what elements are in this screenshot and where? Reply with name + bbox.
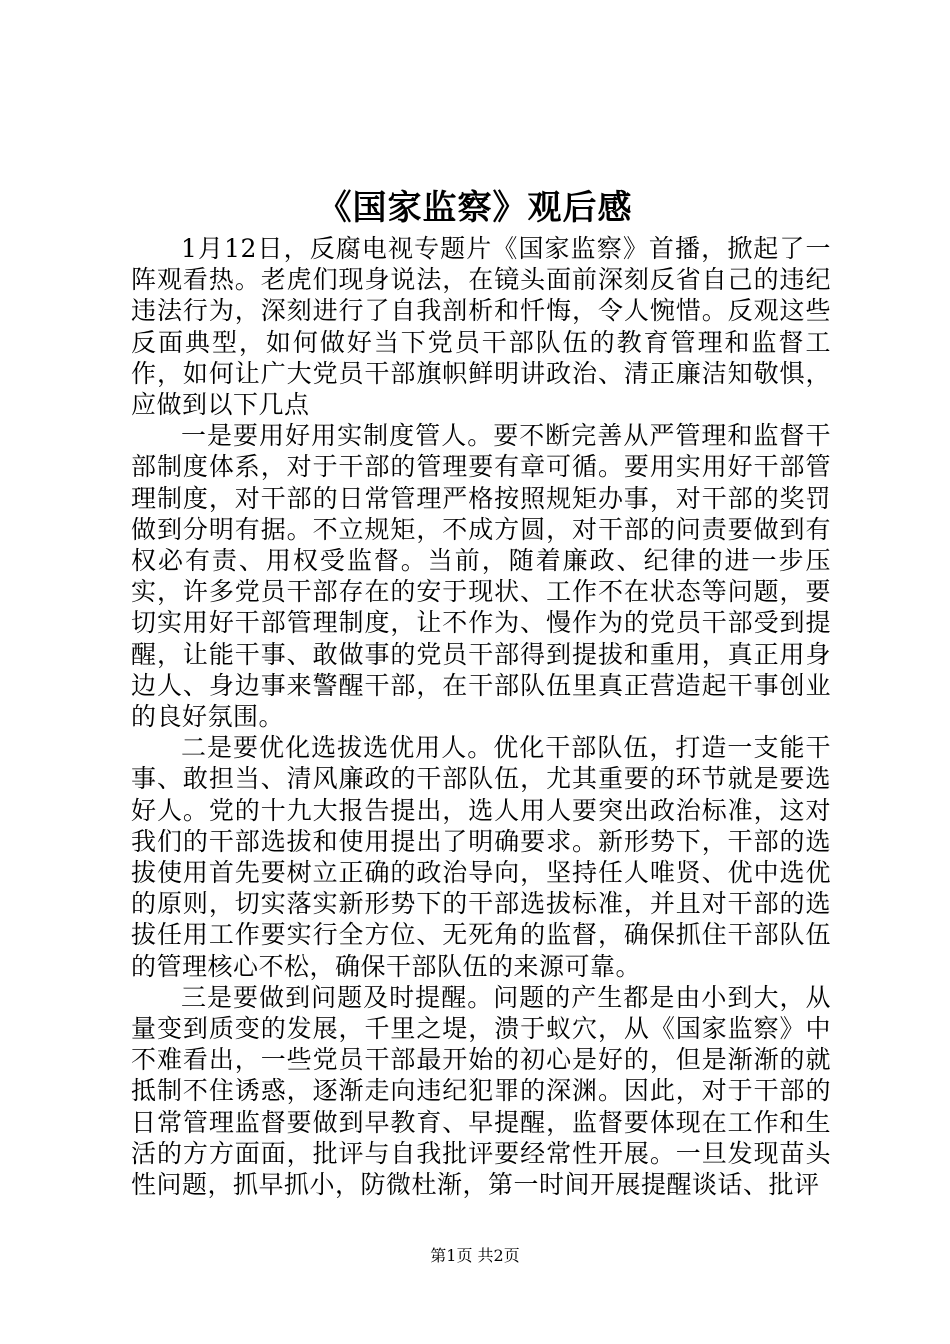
document-title: 《国家监察》观后感 — [317, 188, 633, 228]
paragraph-intro: 1月12日，反腐电视专题片《国家监察》首播，掀起了一阵观看热。老虎们现身说法，在镜头面前深刻反省自己的违纪违法行为，深刻进行了自我剖析和忏悔，令人惋惜。反观这些反面典型，如何做好当下党员干部队伍的教育管理和监督工作，如何让广大党员干部旗帜鲜明讲政治、清正廉洁知敬惧，应做到以下几点 — [131, 234, 831, 420]
page-footer: 第1页 共2页 — [430, 1246, 520, 1265]
paragraph-point-three: 三是要做到问题及时提醒。问题的产生都是由小到大，从量变到质变的发展，千里之堤，溃于蚁穴，从《国家监察》中不难看出，一些党员干部最开始的初心是好的，但是渐渐的就抵制不住诱惑，逐渐走向违纪犯罪的深渊。因此，对于干部的日常管理监督要做到早教育、早提醒，监督要体现在工作和生活的方方面面，批评与自我批评要经常性开展。一旦发现苗头性问题，抓早抓小，防微杜渐，第一时间开展提醒谈话、批评 — [131, 982, 831, 1200]
document-body — [131, 233, 831, 1200]
paragraph-point-two: 二是要优化选拔选优用人。优化干部队伍，打造一支能干事、敢担当、清风廉政的干部队伍，尤其重要的环节就是要选好人。党的十九大报告提出，选人用人要突出政治标准，这对我们的干部选拔和使用提出了明确要求。新形势下，干部的选拔使用首先要树立正确的政治导向，坚持任人唯贤、优中选优的原则，切实落实新形势下的干部选拔标准，并且对干部的选拔任用工作要实行全方位、无死角的监督，确保抓住干部队伍的管理核心不松，确保干部队伍的来源可靠。 — [131, 733, 831, 981]
paragraph-point-one: 一是要用好用实制度管人。要不断完善从严管理和监督干部制度体系，对于干部的管理要有章可循。要用实用好干部管理制度，对干部的日常管理严格按照规矩办事，对干部的奖罚做到分明有据。不立规矩，不成方圆，对干部的问责要做到有权必有责、用权受监督。当前，随着廉政、纪律的进一步压实，许多党员干部存在的安于现状、工作不在状态等问题，要切实用好干部管理制度，让不作为、慢作为的党员干部受到提醒，让能干事、敢做事的党员干部得到提拔和重用，真正用身边人、身边事来警醒干部，在干部队伍里真正营造起干事创业的良好氛围。 — [131, 421, 831, 732]
